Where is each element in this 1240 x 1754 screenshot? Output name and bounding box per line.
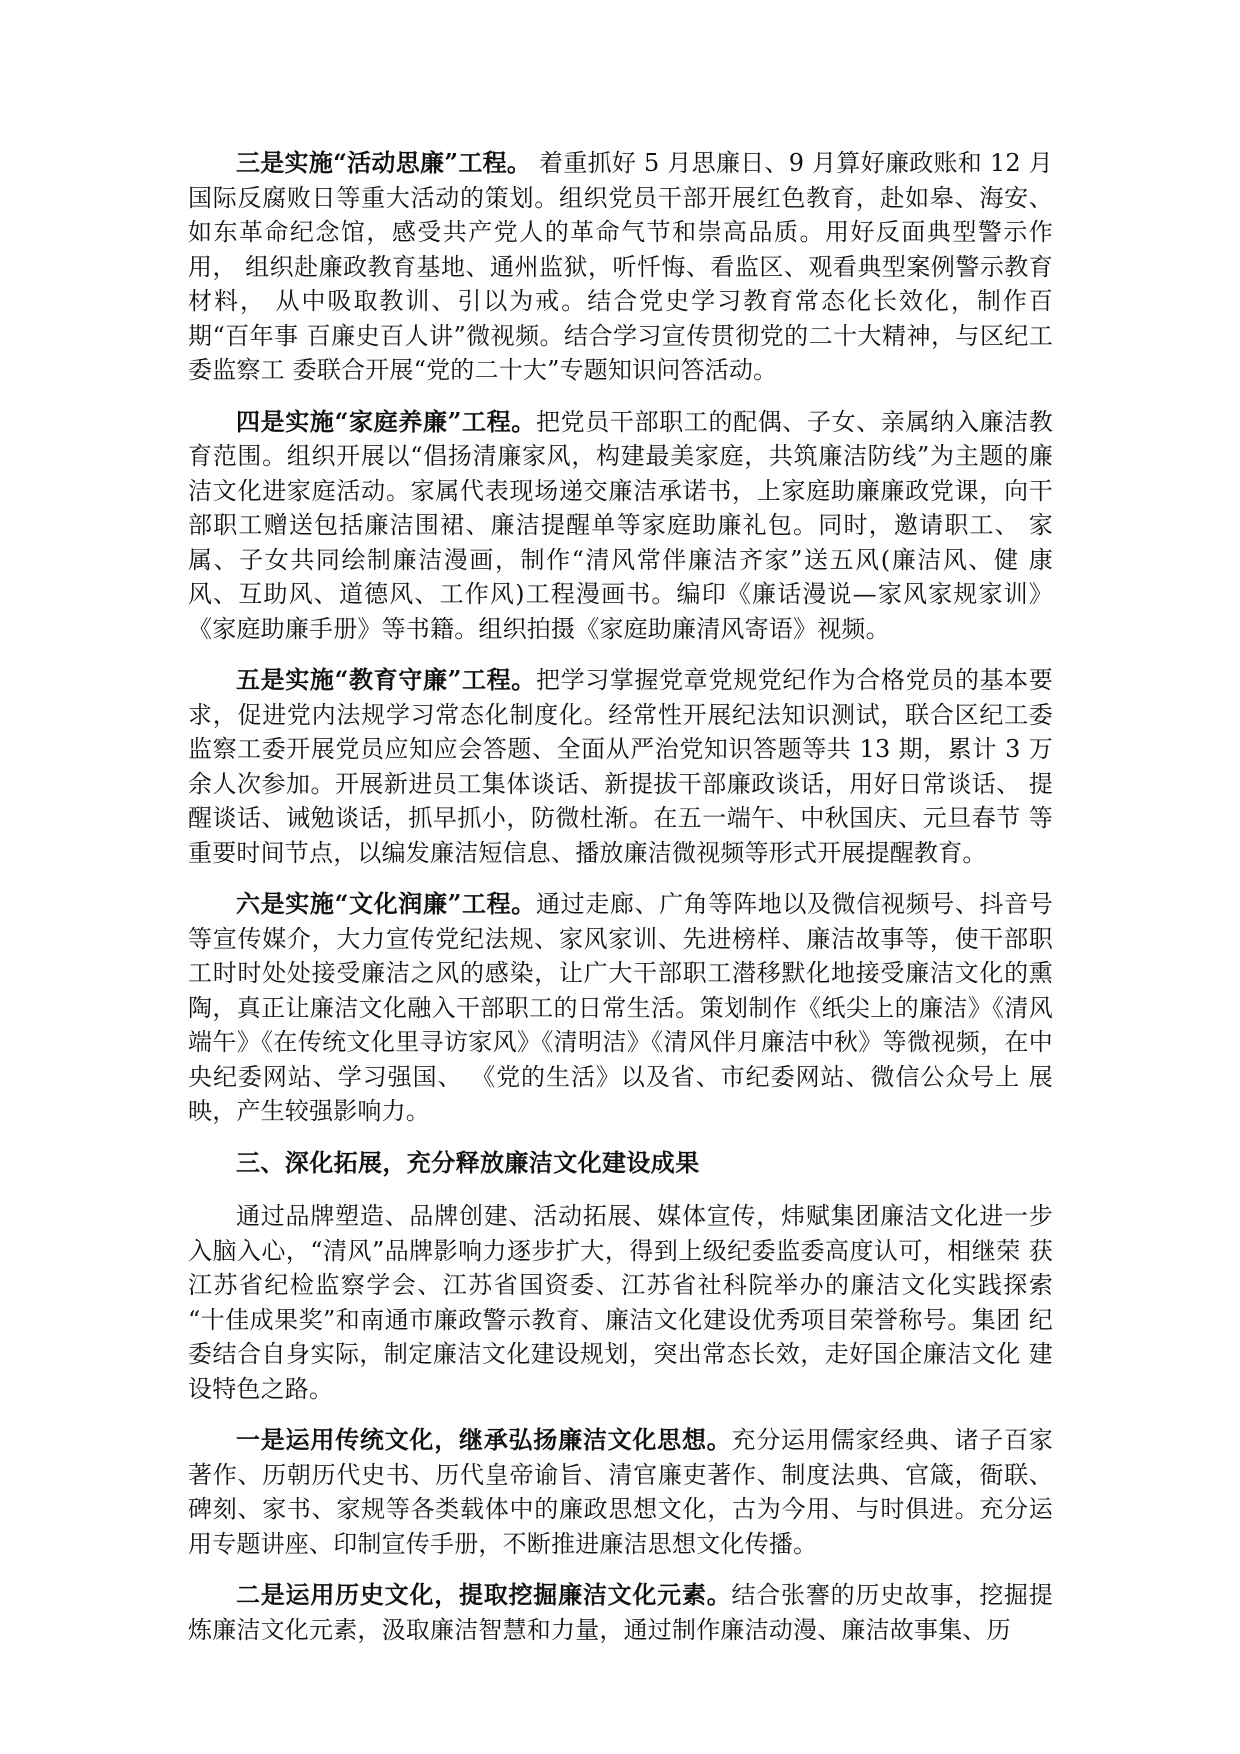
paragraph-historical-culture: [188, 1578, 1053, 1647]
paragraph-traditional-culture: [188, 1423, 1053, 1561]
paragraph-text: 把学习掌握党章党规党纪作为合格党员的基本要求，促进党内法规学习常态化制度化。经常性开展纪法知识测试，联合区纪工委监察工委开展党员应知应会答题、全面从严治党知识答题等共 13 期，累计 3 万余人次参加。开展新进员工集体谈话、新提拔干部廉政谈话，用好日常谈话、 提醒谈话、诫勉谈话，抓早抓小，防微杜渐。在五一端午、中秋国庆、元旦春节 等重要时间节点，以编发廉洁短信息、播放廉洁微视频等形式开展提醒教育。: [188, 666, 1053, 867]
paragraph-lead: 五是实施“教育守廉”工程。: [236, 665, 536, 694]
paragraph-family-program: [188, 405, 1053, 647]
paragraph-text: 通过品牌塑造、品牌创建、活动拓展、媒体宣传，炜赋集团廉洁文化进一步入脑入心，“清风”品牌影响力逐步扩大，得到上级纪委监委高度认可，相继荣 获江苏省纪检监察学会、江苏省国资委、江苏省社科院举办的廉洁文化实践探索 “十佳成果奖”和南通市廉政警示教育、廉洁文化建设优秀项目荣誉称号。集团 纪委结合自身实际，制定廉洁文化建设规划，突出常态长效，走好国企廉洁文化 建设特色之路。: [188, 1202, 1053, 1403]
paragraph-text: 着重抓好 5 月思廉日、9 月算好廉政账和 12 月国际反腐败日等重大活动的策划。组织党员干部开展红色教育，赴如皋、海安、 如东革命纪念馆，感受共产党人的革命气节和崇高品质。用好反面典型警示作用， 组织赴廉政教育基地、通州监狱，听忏悔、看监区、观看典型案例警示教育材料， 从中吸取教训、引以为戒。结合党史学习教育常态化长效化，制作百期“百年事 百廉史百人讲”微视频。结合学习宣传贯彻党的二十大精神，与区纪工委监察工 委联合开展“党的二十大”专题知识问答活动。: [188, 149, 1053, 384]
paragraph-achievements-intro: [188, 1199, 1053, 1406]
paragraph-text: 通过走廊、广角等阵地以及微信视频号、抖音号等宣传媒介，大力宣传党纪法规、家风家训、先进榜样、廉洁故事等，使干部职工时时处处接受廉洁之风的感染，让广大干部职工潜移默化地接受廉洁文化的熏陶，真正让廉洁文化融入干部职工的日常生活。策划制作《纸尖上的廉洁》《清风端午》《在传统文化里寻访家风》《清明洁》《清风伴月廉洁中秋》等微视频，在中央纪委网站、学习强国、 《党的生活》以及省、市纪委网站、微信公众号上 展映，产生较强影响力。: [188, 890, 1053, 1125]
paragraph-lead: 一是运用传统文化，继承弘扬廉洁文化思想。: [236, 1425, 732, 1454]
paragraph-education-program: [188, 663, 1053, 870]
paragraph-text: 结合张謇的历史故事，挖掘提炼廉洁文化元素，汲取廉洁智慧和力量，通过制作廉洁动漫、廉洁故事集、历: [188, 1581, 1053, 1644]
paragraph-culture-program: [188, 887, 1053, 1129]
paragraph-text: 充分运用儒家经典、诸子百家著作、历朝历代史书、历代皇帝谕旨、清官廉吏著作、制度法典、官箴，衙联、碑刻、家书、家规等各类载体中的廉政思想文化，古为今用、与时俱进。充分运 用专题讲座、印制宣传手册，不断推进廉洁思想文化传播。: [188, 1426, 1053, 1558]
paragraph-lead: 六是实施“文化润廉”工程。: [236, 889, 536, 918]
paragraph-text: 把党员干部职工的配偶、子女、亲属纳入廉洁教育范围。组织开展以“倡扬清廉家风，构建最美家庭，共筑廉洁防线”为主题的廉洁文化进家庭活动。家属代表现场递交廉洁承诺书，上家庭助廉廉政党课，向干部职工赠送包括廉洁围裙、廉洁提醒单等家庭助廉礼包。同时，邀请职工、 家属、子女共同绘制廉洁漫画，制作“清风常伴廉洁齐家”送五风(廉洁风、健 康风、互助风、道德风、工作风)工程漫画书。编印《廉话漫说—家风家规家训》 《家庭助廉手册》等书籍。组织拍摄《家庭助廉清风寄语》视频。: [188, 407, 1053, 643]
section-heading: 三、深化拓展，充分释放廉洁文化建设成果: [236, 1147, 700, 1177]
paragraph-activity-program: [188, 146, 1053, 388]
paragraph-lead: 三是实施“活动思廉”工程。: [236, 148, 532, 177]
document-body: [188, 146, 1053, 1664]
paragraph-lead: 二是运用历史文化，提取挖掘廉洁文化元素。: [236, 1580, 732, 1609]
paragraph-lead: 四是实施“家庭养廉”工程。: [236, 406, 536, 436]
